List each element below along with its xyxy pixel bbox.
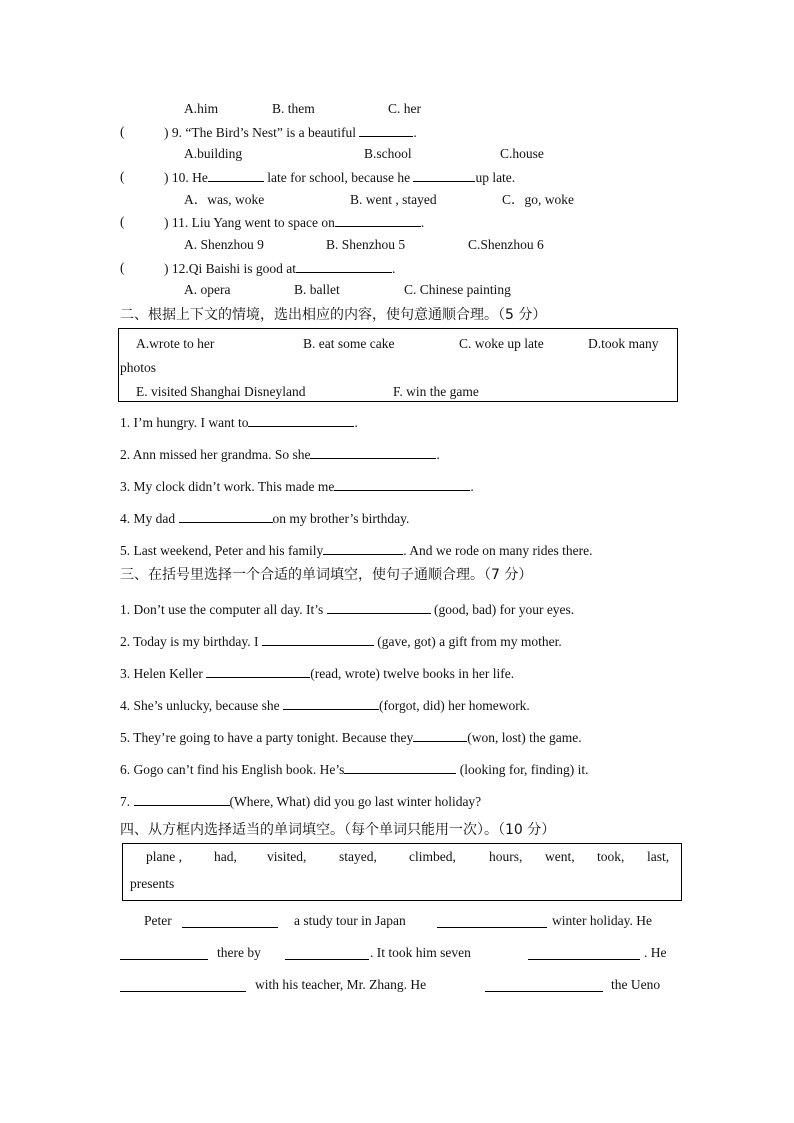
word-stayed: stayed, (339, 849, 377, 864)
q11-option-a: A. Shenzhou 9 (184, 237, 264, 252)
part3-item-1: 1. Don’t use the computer all day. It’s (good, bad) for your eyes. (120, 602, 575, 617)
q12-number: ) 12. (164, 261, 189, 276)
q9-paren-open: ( (120, 124, 125, 139)
q10-number: ) 10. (164, 170, 189, 185)
q11-paren-open: ( (120, 214, 125, 229)
word-visited: visited, (267, 849, 307, 864)
part2-option-d-cont: photos (120, 360, 157, 375)
passage-blank-6[interactable] (120, 978, 246, 992)
q9-end: . (413, 125, 417, 140)
word-took: took, (597, 849, 625, 864)
part2-item-3: 3. My clock didn’t work. This made me . (120, 479, 474, 494)
q10-question (164, 168, 515, 187)
word-had: had, (214, 849, 237, 864)
part3-blank-5[interactable] (413, 728, 467, 742)
part3-item-3: 3. Helen Keller (read, wrote) twelve books in her life. (120, 666, 515, 681)
q12-question (164, 259, 395, 278)
passage-line-1c: winter holiday. He (552, 913, 652, 928)
passage-blank-2[interactable] (437, 914, 547, 928)
passage-line-3b: the Ueno (611, 977, 661, 992)
passage-line-1a: Peter (144, 913, 172, 928)
part2-item-2: 2. Ann missed her grandma. So she . (120, 447, 440, 462)
part2-heading: 二、根据上下文的情境，选出相应的内容，使句意通顺合理。（5 分） (120, 307, 547, 323)
q9-text: “The Bird’s Nest” is a beautiful (185, 125, 356, 140)
q11-answer-blank[interactable] (335, 213, 421, 227)
part3-item-7: 7. (Where, What) did you go last winter holiday? (120, 794, 482, 809)
part2-blank-4[interactable] (179, 509, 273, 523)
q10-text-1: He (192, 170, 208, 185)
part4-word-box (122, 843, 682, 901)
q10-text-3: up late. (475, 170, 516, 185)
part3-blank-4[interactable] (283, 696, 379, 710)
part3-item-6: 6. Gogo can’t find his English book. He’s (looking for, finding) it. (120, 762, 589, 777)
q8-option-c: C. her (388, 101, 421, 116)
passage-line-2c: . He (644, 945, 667, 960)
q9-option-c: C.house (500, 146, 544, 161)
part3-blank-3[interactable] (206, 664, 310, 678)
q11-option-b: B. Shenzhou 5 (326, 237, 406, 252)
q11-option-c: C.Shenzhou 6 (468, 237, 544, 252)
word-plane: plane , (146, 849, 182, 864)
q11-number: ) 11. (164, 215, 189, 230)
part2-blank-1[interactable] (248, 413, 354, 427)
word-climbed: climbed, (409, 849, 456, 864)
part2-blank-2[interactable] (310, 445, 436, 459)
q8-option-a: A.him (184, 101, 219, 116)
part2-blank-3[interactable] (334, 477, 470, 491)
q8-option-b: B. them (272, 101, 315, 116)
passage-blank-1[interactable] (182, 914, 278, 928)
q11-end: . (420, 215, 425, 230)
part2-option-d: D.took many (588, 336, 659, 351)
word-went: went, (545, 849, 575, 864)
q12-text: Qi Baishi is good at (188, 261, 296, 276)
q10-answer-blank-1[interactable] (208, 168, 264, 182)
word-hours: hours, (489, 849, 523, 864)
part4-heading: 四、从方框内选择适当的单词填空。（每个单词只能用一次）。（10 分） (120, 822, 556, 838)
part2-item-5: 5. Last weekend, Peter and his family . And we rode on many rides there. (120, 543, 593, 558)
q10-option-b: B. went , stayed (350, 192, 437, 207)
part2-blank-5[interactable] (323, 541, 403, 555)
passage-line-2b: . It took him seven (370, 945, 471, 960)
passage-blank-7[interactable] (485, 978, 603, 992)
q10-text-2: late for school, because he (267, 170, 411, 185)
passage-blank-5[interactable] (528, 946, 640, 960)
part3-blank-7[interactable] (134, 792, 230, 806)
q9-option-a: A.building (184, 146, 243, 161)
q12-option-b: B. ballet (294, 282, 340, 297)
passage-blank-3[interactable] (120, 946, 208, 960)
passage-line-1b: a study tour in Japan (294, 913, 406, 928)
q9-answer-blank[interactable] (359, 123, 413, 137)
q12-option-a: A. opera (184, 282, 231, 297)
q11-text: Liu Yang went to space on (191, 215, 335, 230)
part3-blank-1[interactable] (327, 600, 431, 614)
q9-number: ) 9. (164, 125, 182, 140)
q10-answer-blank-2[interactable] (413, 168, 475, 182)
part2-option-f: F. win the game (393, 384, 479, 399)
q12-end: . (392, 261, 396, 276)
part3-item-4: 4. She’s unlucky, because she (forgot, did) her homework. (120, 698, 530, 713)
part3-blank-2[interactable] (262, 632, 374, 646)
part3-item-5: 5. They’re going to have a party tonight. Because they (won, lost) the game. (120, 730, 582, 745)
q10-option-c: C．go, woke (502, 192, 574, 207)
word-last: last, (647, 849, 670, 864)
part2-option-c: C. woke up late (459, 336, 544, 351)
passage-blank-4[interactable] (285, 946, 369, 960)
part2-item-1: 1. I’m hungry. I want to . (120, 415, 358, 430)
q9-option-b: B.school (364, 146, 412, 161)
word-presents: presents (130, 876, 175, 891)
part2-option-box (118, 328, 678, 402)
q10-paren-open: ( (120, 169, 125, 184)
part3-blank-6[interactable] (344, 760, 456, 774)
q12-option-c: C. Chinese painting (404, 282, 511, 297)
part2-option-a: A.wrote to her (136, 336, 215, 351)
q9-question (164, 123, 417, 142)
q12-paren-open: ( (120, 260, 125, 275)
q10-option-a: A．was, woke (184, 192, 265, 207)
part2-option-b: B. eat some cake (303, 336, 395, 351)
part2-item-4: 4. My dad on my brother’s birthday. (120, 511, 410, 526)
part3-item-2: 2. Today is my birthday. I (gave, got) a gift from my mother. (120, 634, 562, 649)
q11-question (164, 213, 424, 232)
part3-heading: 三、在括号里选择一个合适的单词填空，使句子通顺合理。（7 分） (120, 567, 533, 583)
passage-line-3a: with his teacher, Mr. Zhang. He (255, 977, 427, 992)
passage-line-2a: there by (217, 945, 261, 960)
q12-answer-blank[interactable] (296, 259, 392, 273)
part2-option-e: E. visited Shanghai Disneyland (136, 384, 306, 399)
